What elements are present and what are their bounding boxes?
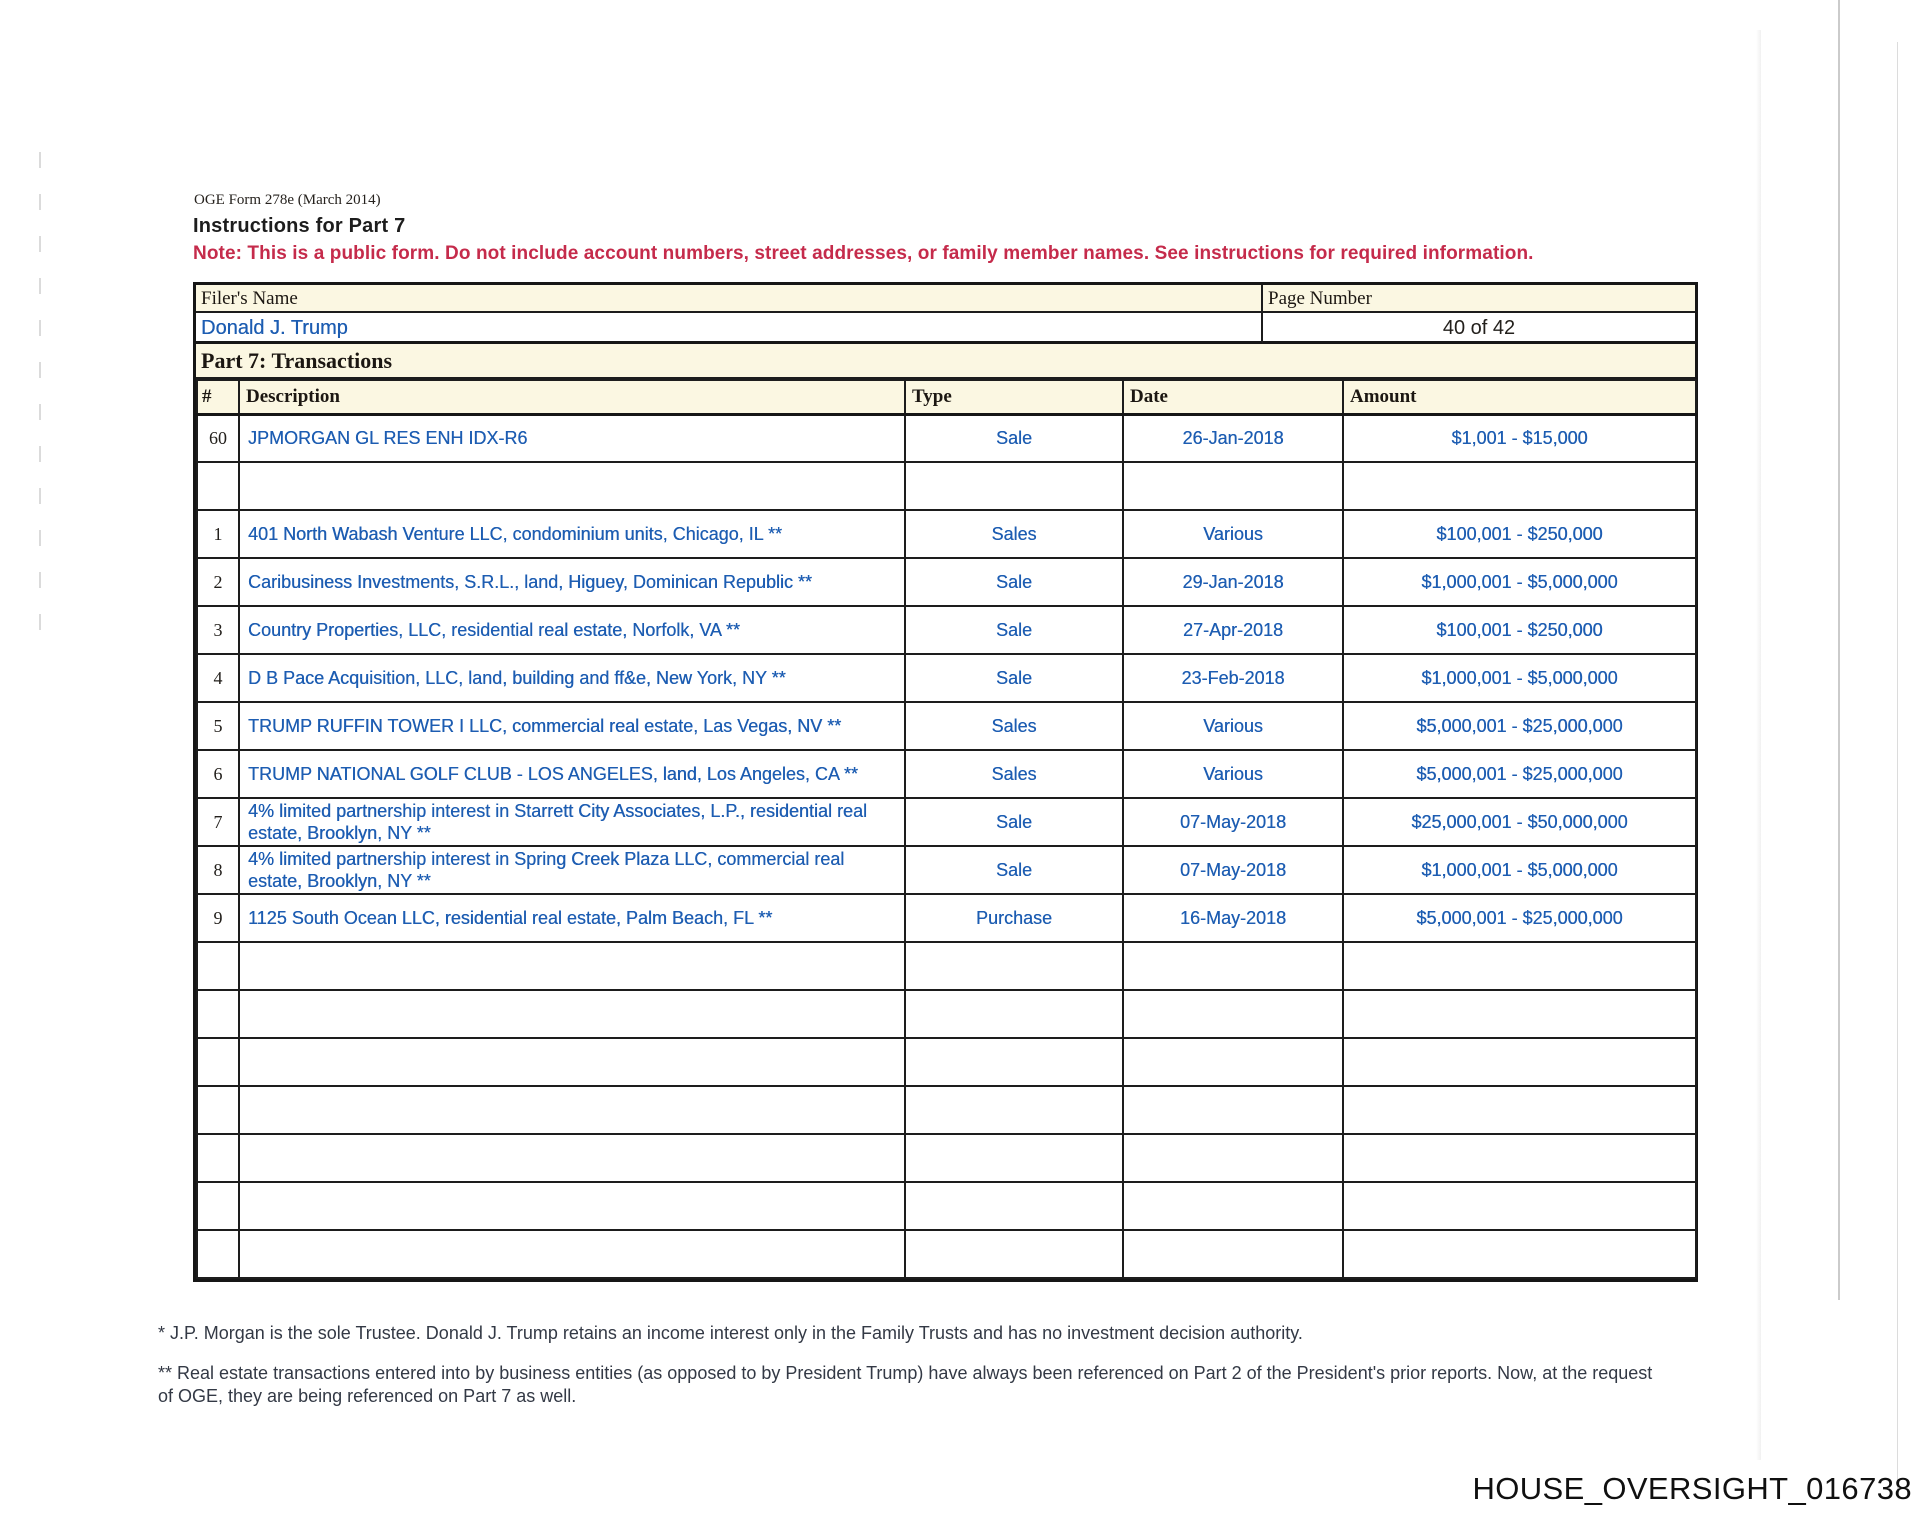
cell-num: 7 bbox=[197, 798, 239, 846]
public-form-note: Note: This is a public form. Do not include account numbers, street addresses, or family member names. See instructions for required information. bbox=[193, 243, 1534, 264]
cell-type bbox=[905, 1182, 1123, 1230]
transactions-table bbox=[196, 379, 1697, 1279]
col-header-amount: Amount bbox=[1343, 380, 1696, 414]
cell-amount bbox=[1343, 1038, 1696, 1086]
table-header-row bbox=[197, 380, 1696, 414]
cell-desc bbox=[239, 942, 905, 990]
cell-num bbox=[197, 462, 239, 510]
cell-amount: $1,000,001 - $5,000,000 bbox=[1343, 846, 1696, 894]
cell-type bbox=[905, 1230, 1123, 1278]
transaction-row bbox=[197, 846, 1696, 894]
cell-type bbox=[905, 1038, 1123, 1086]
footnote-single-asterisk: * J.P. Morgan is the sole Trustee. Donald J. Trump retains an income interest only in the Family Trusts and has no investment decision authority. bbox=[158, 1323, 1303, 1343]
cell-num: 2 bbox=[197, 558, 239, 606]
col-header-number: # bbox=[197, 380, 239, 414]
cell-type: Sales bbox=[905, 702, 1123, 750]
transaction-row bbox=[197, 990, 1696, 1038]
cell-date: Various bbox=[1123, 702, 1343, 750]
cell-amount bbox=[1343, 1230, 1696, 1278]
cell-type bbox=[905, 1086, 1123, 1134]
cell-type bbox=[905, 462, 1123, 510]
col-header-date: Date bbox=[1123, 380, 1343, 414]
cell-desc bbox=[239, 1134, 905, 1182]
cell-type: Sale bbox=[905, 606, 1123, 654]
cell-date: 07-May-2018 bbox=[1123, 798, 1343, 846]
cell-type bbox=[905, 1134, 1123, 1182]
filer-name-value: Donald J. Trump bbox=[196, 313, 1263, 344]
cell-amount: $5,000,001 - $25,000,000 bbox=[1343, 894, 1696, 942]
cell-type: Sale bbox=[905, 654, 1123, 702]
cell-amount bbox=[1343, 1134, 1696, 1182]
cell-amount bbox=[1343, 1182, 1696, 1230]
cell-num: 6 bbox=[197, 750, 239, 798]
cell-num: 60 bbox=[197, 414, 239, 462]
page-number-value: 40 of 42 bbox=[1263, 313, 1695, 344]
footnote-double-asterisk: ** Real estate transactions entered into by business entities (as opposed to by President Trump) have always been referenced on Part 2 of the President's prior reports. Now, at the request of OGE, they are being referenced on Part 7 as well. bbox=[158, 1363, 1653, 1406]
cell-desc bbox=[239, 1086, 905, 1134]
col-header-type: Type bbox=[905, 380, 1123, 414]
cell-type: Sale bbox=[905, 558, 1123, 606]
cell-type bbox=[905, 990, 1123, 1038]
cell-date: 27-Apr-2018 bbox=[1123, 606, 1343, 654]
transaction-row bbox=[197, 558, 1696, 606]
cell-num bbox=[197, 942, 239, 990]
cell-num bbox=[197, 990, 239, 1038]
transaction-row bbox=[197, 510, 1696, 558]
cell-num bbox=[197, 1086, 239, 1134]
cell-date: 29-Jan-2018 bbox=[1123, 558, 1343, 606]
filer-name-label: Filer's Name bbox=[196, 285, 1263, 313]
cell-desc bbox=[239, 462, 905, 510]
cell-amount bbox=[1343, 942, 1696, 990]
cell-amount: $25,000,001 - $50,000,000 bbox=[1343, 798, 1696, 846]
transaction-row bbox=[197, 702, 1696, 750]
cell-type: Sale bbox=[905, 414, 1123, 462]
cell-amount: $100,001 - $250,000 bbox=[1343, 510, 1696, 558]
cell-desc: 401 North Wabash Venture LLC, condominium units, Chicago, IL ** bbox=[239, 510, 905, 558]
part7-section-title: Part 7: Transactions bbox=[196, 344, 1695, 379]
cell-num bbox=[197, 1134, 239, 1182]
cell-amount: $1,001 - $15,000 bbox=[1343, 414, 1696, 462]
cell-type: Sale bbox=[905, 846, 1123, 894]
transaction-row bbox=[197, 1086, 1696, 1134]
scan-artifact-right-line-1 bbox=[1838, 0, 1840, 1300]
cell-amount: $100,001 - $250,000 bbox=[1343, 606, 1696, 654]
cell-desc: 1125 South Ocean LLC, residential real estate, Palm Beach, FL ** bbox=[239, 894, 905, 942]
cell-type: Sale bbox=[905, 798, 1123, 846]
cell-date: 07-May-2018 bbox=[1123, 846, 1343, 894]
cell-amount: $1,000,001 - $5,000,000 bbox=[1343, 654, 1696, 702]
scan-artifact-right-line-2 bbox=[1897, 42, 1898, 1492]
cell-date bbox=[1123, 1086, 1343, 1134]
cell-date bbox=[1123, 1230, 1343, 1278]
cell-desc: D B Pace Acquisition, LLC, land, building and ff&e, New York, NY ** bbox=[239, 654, 905, 702]
bates-number: HOUSE_OVERSIGHT_016738 bbox=[1472, 1471, 1912, 1506]
cell-desc: 4% limited partnership interest in Starrett City Associates, L.P., residential real estate, Brooklyn, NY ** bbox=[239, 798, 905, 846]
transaction-row bbox=[197, 942, 1696, 990]
cell-date: Various bbox=[1123, 510, 1343, 558]
page-edge-shadow bbox=[1756, 30, 1761, 1460]
cell-date: 26-Jan-2018 bbox=[1123, 414, 1343, 462]
cell-date bbox=[1123, 1134, 1343, 1182]
cell-desc bbox=[239, 1230, 905, 1278]
transaction-row bbox=[197, 1134, 1696, 1182]
cell-amount: $5,000,001 - $25,000,000 bbox=[1343, 750, 1696, 798]
cell-type bbox=[905, 942, 1123, 990]
cell-num bbox=[197, 1230, 239, 1278]
transaction-row bbox=[197, 750, 1696, 798]
filer-header-block bbox=[196, 285, 1695, 344]
transaction-row bbox=[197, 1038, 1696, 1086]
scan-artifact-left-line bbox=[39, 152, 41, 647]
cell-type: Sales bbox=[905, 750, 1123, 798]
cell-desc: Caribusiness Investments, S.R.L., land, Higuey, Dominican Republic ** bbox=[239, 558, 905, 606]
cell-date bbox=[1123, 462, 1343, 510]
cell-date: 23-Feb-2018 bbox=[1123, 654, 1343, 702]
cell-num: 3 bbox=[197, 606, 239, 654]
cell-amount bbox=[1343, 1086, 1696, 1134]
cell-type: Sales bbox=[905, 510, 1123, 558]
cell-date: 16-May-2018 bbox=[1123, 894, 1343, 942]
cell-amount: $5,000,001 - $25,000,000 bbox=[1343, 702, 1696, 750]
transaction-row bbox=[197, 462, 1696, 510]
cell-date bbox=[1123, 1038, 1343, 1086]
cell-date bbox=[1123, 990, 1343, 1038]
transaction-row bbox=[197, 1182, 1696, 1230]
cell-desc bbox=[239, 1038, 905, 1086]
transaction-row bbox=[197, 894, 1696, 942]
cell-desc: Country Properties, LLC, residential real estate, Norfolk, VA ** bbox=[239, 606, 905, 654]
cell-num: 1 bbox=[197, 510, 239, 558]
cell-desc bbox=[239, 990, 905, 1038]
cell-num: 4 bbox=[197, 654, 239, 702]
transactions-form bbox=[193, 282, 1698, 1282]
cell-amount: $1,000,001 - $5,000,000 bbox=[1343, 558, 1696, 606]
col-header-description: Description bbox=[239, 380, 905, 414]
cell-date bbox=[1123, 1182, 1343, 1230]
transaction-row bbox=[197, 414, 1696, 462]
transaction-row bbox=[197, 798, 1696, 846]
transaction-row bbox=[197, 654, 1696, 702]
form-id-text: OGE Form 278e (March 2014) bbox=[194, 192, 381, 208]
cell-type: Purchase bbox=[905, 894, 1123, 942]
cell-num: 8 bbox=[197, 846, 239, 894]
cell-num: 9 bbox=[197, 894, 239, 942]
cell-num bbox=[197, 1182, 239, 1230]
cell-date: Various bbox=[1123, 750, 1343, 798]
cell-desc: JPMORGAN GL RES ENH IDX-R6 bbox=[239, 414, 905, 462]
cell-amount bbox=[1343, 990, 1696, 1038]
page-number-label: Page Number bbox=[1263, 285, 1695, 313]
cell-desc: 4% limited partnership interest in Spring Creek Plaza LLC, commercial real estate, Brooklyn, NY ** bbox=[239, 846, 905, 894]
cell-desc bbox=[239, 1182, 905, 1230]
cell-date bbox=[1123, 942, 1343, 990]
transaction-row bbox=[197, 606, 1696, 654]
instructions-title: Instructions for Part 7 bbox=[193, 215, 406, 237]
cell-num: 5 bbox=[197, 702, 239, 750]
cell-amount bbox=[1343, 462, 1696, 510]
cell-desc: TRUMP RUFFIN TOWER I LLC, commercial real estate, Las Vegas, NV ** bbox=[239, 702, 905, 750]
transaction-row bbox=[197, 1230, 1696, 1278]
cell-desc: TRUMP NATIONAL GOLF CLUB - LOS ANGELES, land, Los Angeles, CA ** bbox=[239, 750, 905, 798]
cell-num bbox=[197, 1038, 239, 1086]
